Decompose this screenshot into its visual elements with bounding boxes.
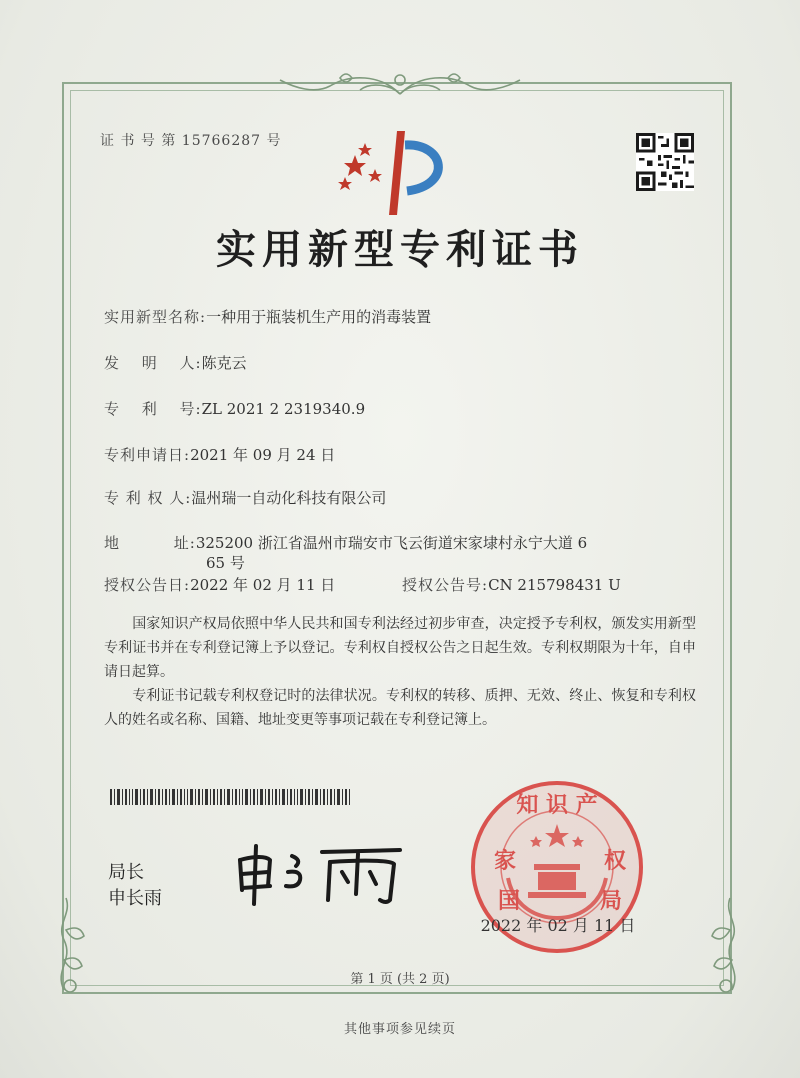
field-utility-model-name <box>104 306 431 327</box>
director-signature-icon <box>230 838 410 908</box>
field-value: 2021 年 09 月 24 日 <box>190 446 336 464</box>
svg-text:权: 权 <box>604 848 627 874</box>
field-label: 专 利 号: <box>104 400 202 418</box>
field-value: 325200 浙江省温州市瑞安市飞云街道宋家埭村永宁大道 6 <box>195 534 588 552</box>
director-title: 局长 <box>108 862 144 883</box>
field-patent-number <box>104 398 365 419</box>
field-patentee <box>104 487 386 508</box>
footer-note: 其他事项参见续页 <box>343 1022 456 1037</box>
field-label: 授权公告号: <box>402 576 489 594</box>
field-address-continued <box>206 552 245 573</box>
field-inventor <box>104 352 247 373</box>
field-value: 温州瑞一自动化科技有限公司 <box>191 489 387 507</box>
certificate-number: 证 书 号 第 15766287 号 <box>100 133 282 149</box>
field-value: CN 215798431 U <box>488 576 621 594</box>
field-filing-date <box>104 444 335 465</box>
field-label: 地 址: <box>104 534 196 552</box>
qr-code-icon <box>636 133 694 191</box>
field-value: ZL 2021 2 2319340.9 <box>201 400 366 418</box>
field-grant-date <box>104 574 335 595</box>
body-paragraph-1: 国家知识产权局依照中华人民共和国专利法经过初步审查，决定授予专利权，颁发实用新型专利证书并在专利登记簿上予以登记。专利权自授权公告之日起生效。专利权期限为十年，自申请日起算。 <box>104 616 696 680</box>
field-value: 陈克云 <box>201 354 247 372</box>
field-value: 一种用于瓶装机生产用的消毒装置 <box>206 308 432 326</box>
field-label: 授权公告日: <box>104 576 191 594</box>
field-address <box>104 532 587 553</box>
seal-date: 2022 年 02 月 11 日 <box>480 916 636 935</box>
field-grant-number <box>402 574 621 595</box>
field-label: 专利申请日: <box>104 446 191 464</box>
field-label: 实用新型名称: <box>104 308 207 326</box>
page-number: 第 1 页 (共 2 页) <box>350 972 450 987</box>
top-ornament-icon <box>270 66 530 100</box>
field-value: 2022 年 02 月 11 日 <box>190 576 336 594</box>
field-label: 发 明 人: <box>104 354 202 372</box>
director-name: 申长雨 <box>108 888 162 909</box>
field-value: 65 号 <box>206 554 245 572</box>
certificate-title: 实用新型专利证书 <box>216 226 584 273</box>
svg-text:局: 局 <box>600 888 623 914</box>
patent-office-logo-icon <box>335 125 460 220</box>
field-label: 专 利 权 人: <box>104 489 192 507</box>
body-paragraph-2: 专利证书记载专利权登记时的法律状况。专利权的转移、质押、无效、终止、恢复和专利权人的姓名或名称、国籍、地址变更等事项记载在专利登记簿上。 <box>104 688 696 728</box>
svg-text:家: 家 <box>494 848 517 874</box>
svg-text:国: 国 <box>498 888 521 914</box>
barcode-icon <box>110 789 350 805</box>
seal-text: 知 识 产 <box>516 792 598 818</box>
